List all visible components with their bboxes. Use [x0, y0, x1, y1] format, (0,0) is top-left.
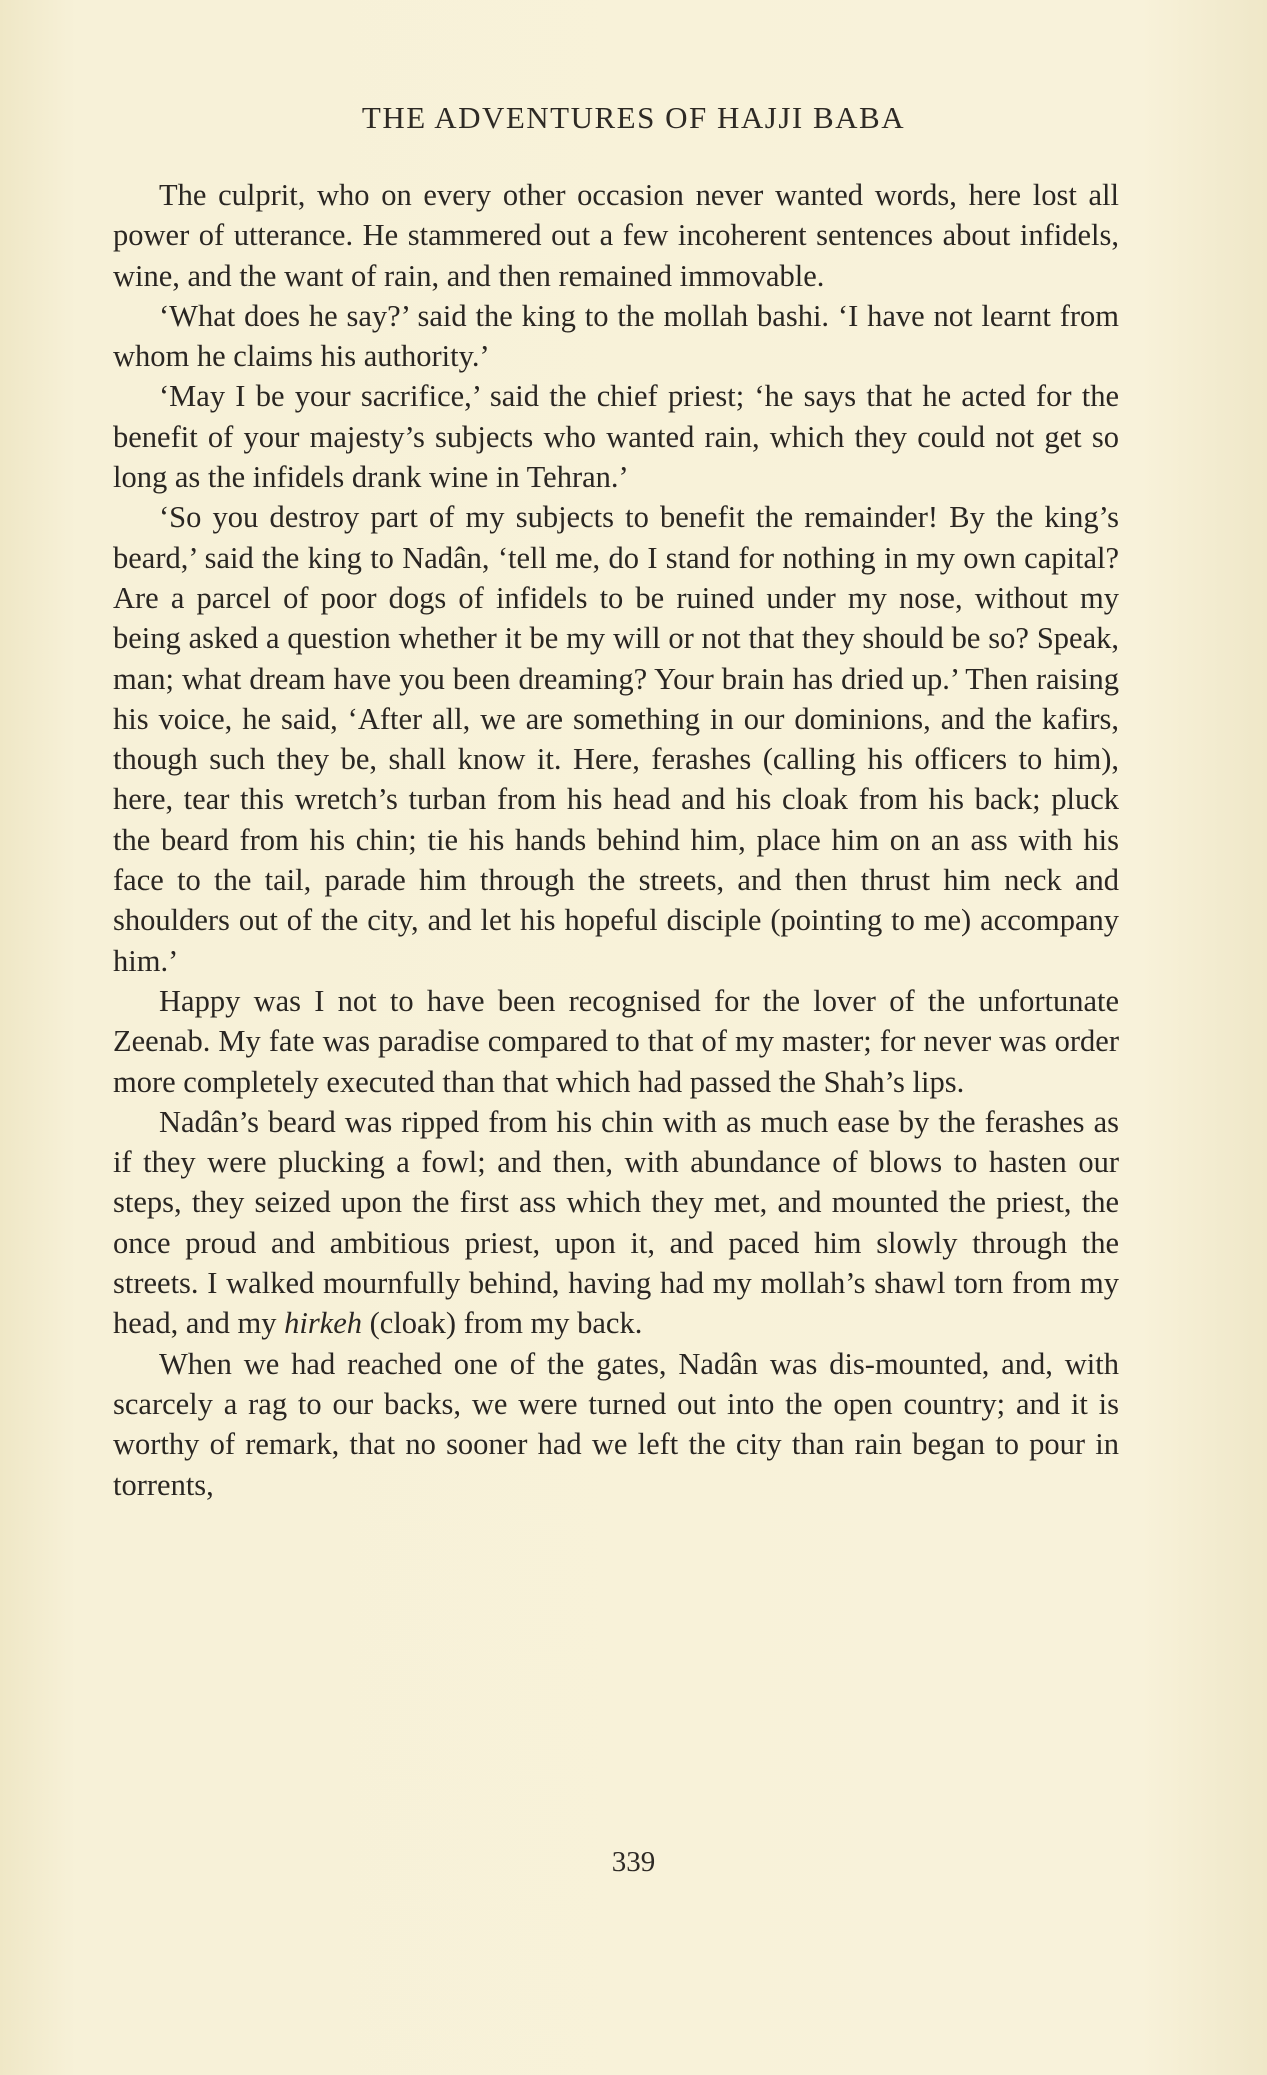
paragraph-7: [113, 1344, 1119, 1505]
paragraph-3: [113, 376, 1119, 497]
page-number: 339: [611, 1846, 656, 1878]
running-head: THE ADVENTURES OF HAJJI BABA: [361, 100, 906, 135]
paragraph-text: (cloak) from my back.: [362, 1306, 643, 1341]
paragraph-text: The culprit, who on every other occasion never wanted words, here lost all power of utterance. He stammered out a few incoherent sentences about infidels, wine, and the want of rain, and then remained immovable.: [113, 178, 1119, 293]
body-text: [113, 175, 1119, 1505]
paragraph-1: [113, 175, 1119, 296]
paragraph-5: [113, 981, 1119, 1102]
italic-term: hirkeh: [284, 1306, 363, 1341]
paragraph-text: ‘May I be your sacrifice,’ said the chief priest; ‘he says that he acted for the benefit of your majesty’s subjects who wanted rain, which they could not get so long as the infidels drank wine in Tehran.’: [113, 379, 1119, 495]
paragraph-text: When we had reached one of the gates, Nadân was dis-mounted, and, with scarcely a rag to our backs, we were turned out into the open country; and it is worthy of remark, that no sooner had we left the city than rain began to pour in torrents,: [113, 1346, 1119, 1502]
paragraph-2: [113, 296, 1119, 377]
paragraph-text: Happy was I not to have been recognised for the lover of the unfortunate Zeenab. My fate was paradise compared to that of my master; for never was order more completely executed than that which had passed the Shah’s lips.: [113, 983, 1119, 1099]
paragraph-text: ‘What does he say?’ said the king to the mollah bashi. ‘I have not learnt from whom he claims his authority.’: [113, 298, 1119, 374]
paragraph-text: ‘So you destroy part of my subjects to benefit the remainder! By the king’s beard,’ said the king to Nadân, ‘tell me, do I stand for nothing in my own capital? Are a parcel of poor dogs of infidels to be ruined under my nose, without my being asked a question whether it be my will or not that they should be so? Speak, man; what dream have you been dreaming? Your brain has dried up.’ Then raising his voice, he said, ‘After all, we are something in our dominions, and the kafirs, though such they be, shall know it. Here, ferashes (calling his officers to him), here, tear this wretch’s turban from his head and his cloak from his back; pluck the beard from his chin; tie his hands behind him, place him on an ass with his face to the tail, parade him through the streets, and then thrust him neck and shoulders out of the city, and let his hopeful disciple (pointing to me) accompany him.’: [113, 500, 1119, 978]
paragraph-6: [113, 1102, 1119, 1344]
paragraph-text: Nadân’s beard was ripped from his chin with as much ease by the ferashes as if they were plucking a fowl; and then, with abundance of blows to hasten our steps, they seized upon the first ass which they met, and mounted the priest, the once proud and ambitious priest, upon it, and paced him slowly through the streets. I walked mournfully behind, having had my mollah’s shawl torn from my head, and my: [113, 1104, 1119, 1341]
paragraph-4: [113, 497, 1119, 981]
